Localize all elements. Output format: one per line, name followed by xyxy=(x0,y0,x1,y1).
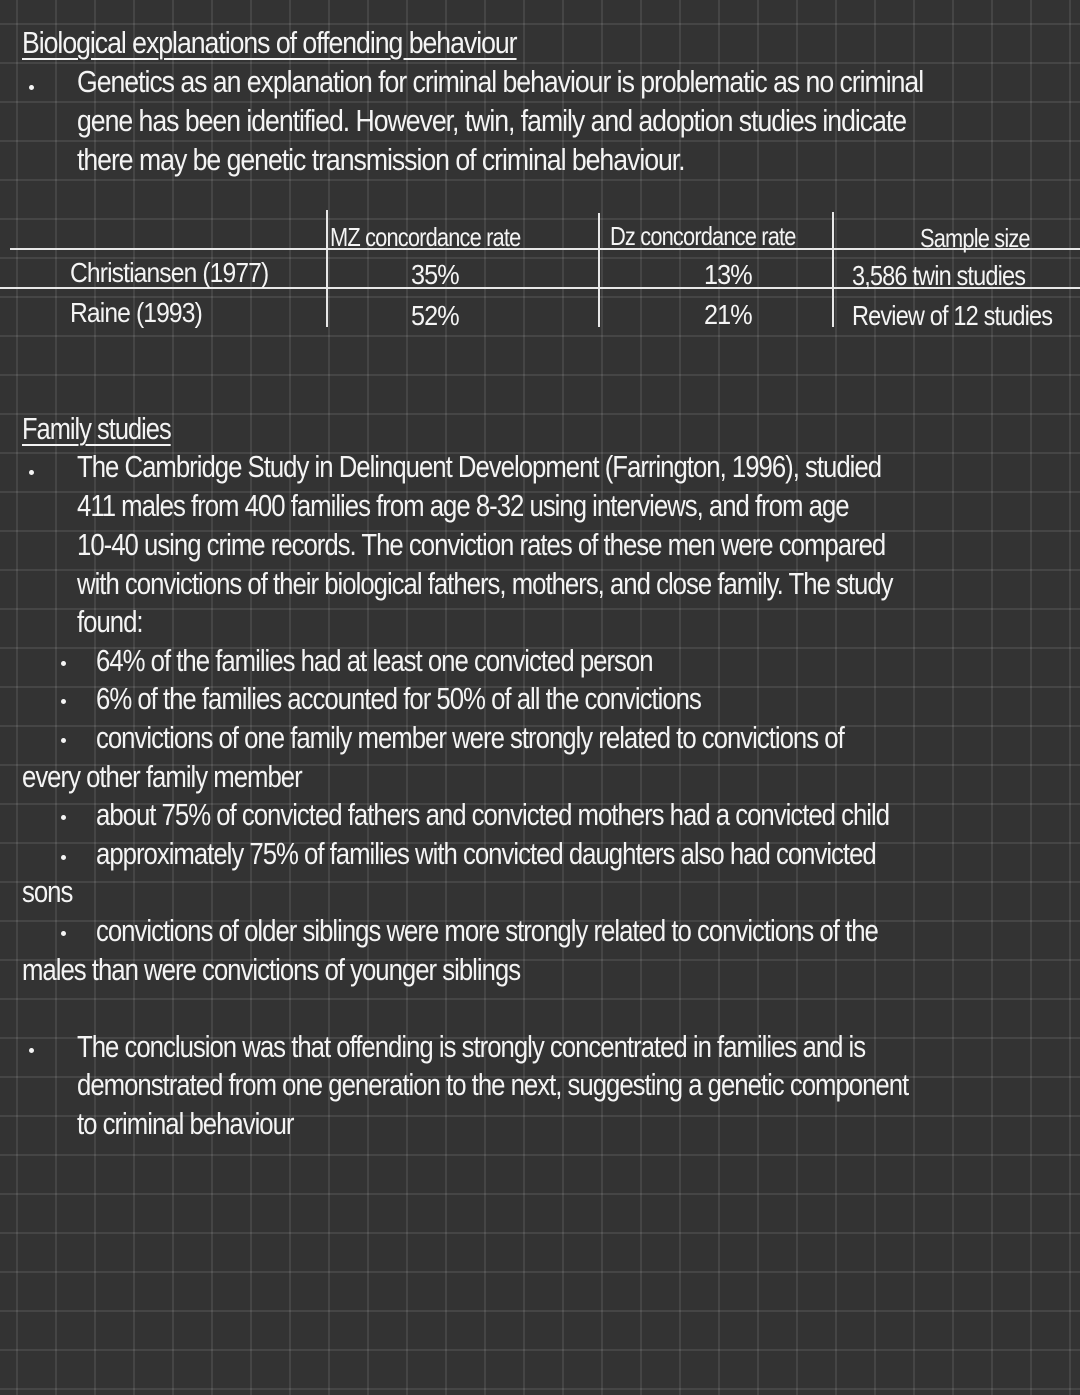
paragraph-line: with convictions of their biological fathers, mothers, and close family. The study xyxy=(77,566,893,601)
table-cell-sample: 3,586 twin studies xyxy=(852,260,1026,291)
bullet-icon xyxy=(61,738,66,743)
table-header: MZ concordance rate xyxy=(330,222,521,252)
bullet-icon xyxy=(61,855,66,860)
table-cell-sample: Review of 12 studies xyxy=(852,300,1053,331)
bullet-icon xyxy=(61,661,66,666)
table-divider xyxy=(598,213,600,327)
bullet-icon xyxy=(61,699,66,704)
paragraph-line: The Cambridge Study in Delinquent Development (Farrington, 1996), studied xyxy=(77,449,882,484)
bullet-icon xyxy=(29,470,34,475)
paragraph-line: there may be genetic transmission of criminal behaviour. xyxy=(77,142,685,177)
bullet-icon xyxy=(61,815,66,820)
table-header: Sample size xyxy=(920,223,1030,253)
bullet-icon xyxy=(61,931,66,936)
list-item-text: approximately 75% of families with convicted daughters also had convicted xyxy=(96,836,876,871)
paragraph-line: The conclusion was that offending is strongly concentrated in families and is xyxy=(77,1029,866,1064)
list-item-text: sons xyxy=(22,874,73,909)
list-item-text: every other family member xyxy=(22,759,302,794)
list-item-text: 6% of the families accounted for 50% of all the convictions xyxy=(96,681,701,716)
list-item-text: convictions of one family member were strongly related to convictions of xyxy=(96,720,844,755)
list-item-text: convictions of older siblings were more strongly related to convictions of the xyxy=(96,913,878,948)
paragraph-line: found: xyxy=(77,604,143,639)
list-item-text: about 75% of convicted fathers and convicted mothers had a convicted child xyxy=(96,797,890,832)
bullet-icon xyxy=(29,85,34,90)
paragraph-line: to criminal behaviour xyxy=(77,1106,294,1141)
section-heading-biological-explanations: Biological explanations of offending behaviour xyxy=(22,25,517,60)
table-cell-dz: 13% xyxy=(704,259,752,290)
bullet-icon xyxy=(29,1048,34,1053)
table-divider xyxy=(326,210,328,327)
paragraph-line: 411 males from 400 families from age 8-32 using interviews, and from age xyxy=(77,488,849,523)
table-cell-mz: 52% xyxy=(411,300,459,331)
table-cell-mz: 35% xyxy=(411,259,459,290)
list-item-text: males than were convictions of younger siblings xyxy=(22,952,521,987)
table-cell-dz: 21% xyxy=(704,299,752,330)
table-cell-study: Raine (1993) xyxy=(70,297,202,328)
paragraph-line: gene has been identified. However, twin, family and adoption studies indicate xyxy=(77,103,907,138)
table-divider xyxy=(832,212,834,327)
table-cell-study: Christiansen (1977) xyxy=(70,257,269,288)
section-heading-family-studies: Family studies xyxy=(22,411,171,446)
paragraph-line: demonstrated from one generation to the next, suggesting a genetic component xyxy=(77,1067,909,1102)
table-header: Dz concordance rate xyxy=(610,221,796,251)
list-item-text: 64% of the families had at least one convicted person xyxy=(96,643,653,678)
paragraph-line: 10-40 using crime records. The conviction rates of these men were compared xyxy=(77,527,886,562)
paragraph-line: Genetics as an explanation for criminal behaviour is problematic as no criminal xyxy=(77,64,924,99)
